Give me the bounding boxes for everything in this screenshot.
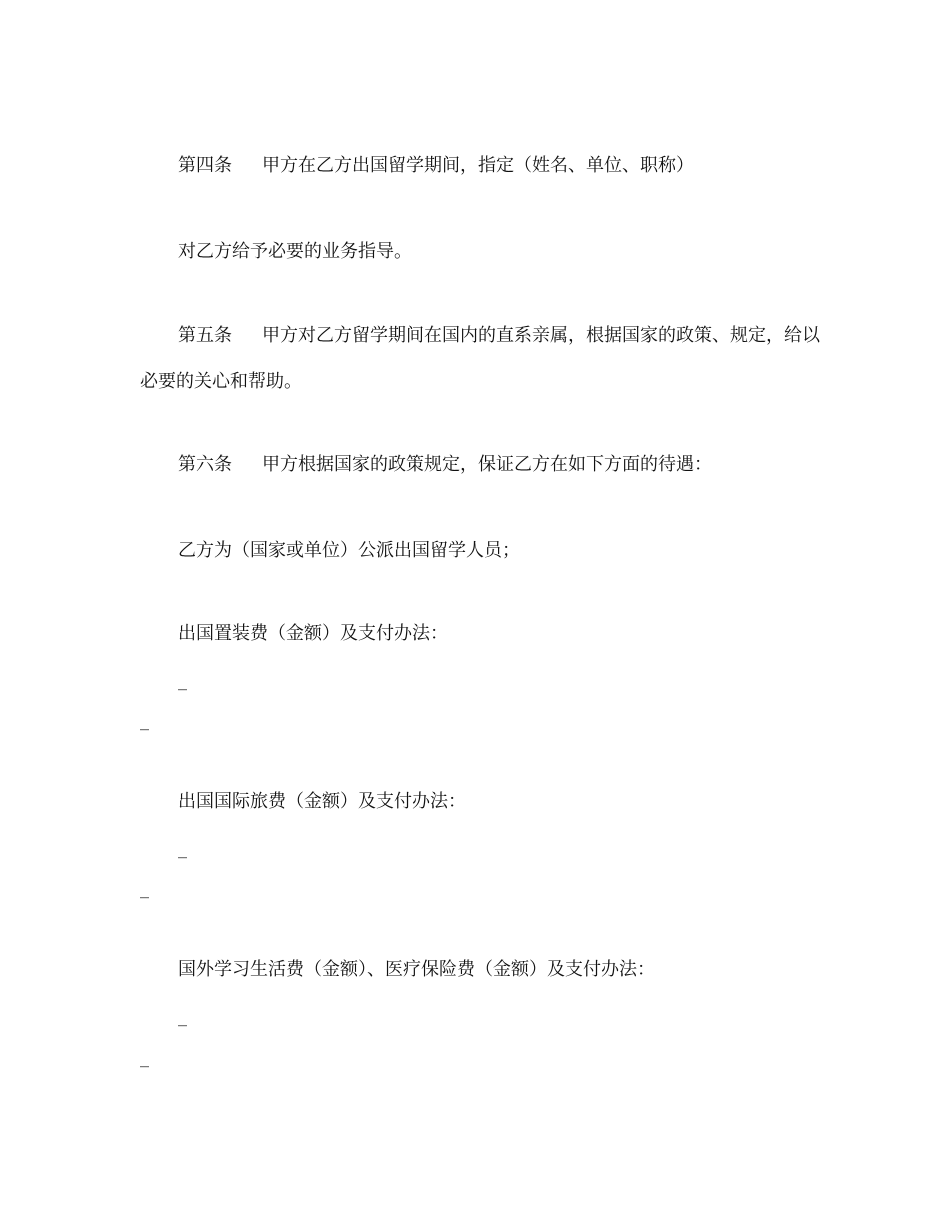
- article-6-item-3: 出国国际旅费（金额）及支付办法：: [178, 791, 466, 812]
- article-5-text: 甲方对乙方留学期间在国内的直系亲属，根据国家的政策、规定，给以: [262, 325, 820, 346]
- article-6-item-2: 出国置装费（金额）及支付办法：: [178, 623, 448, 644]
- article-5-line: [178, 324, 820, 348]
- article-4-line: [178, 154, 694, 178]
- article-6-item-4: 国外学习生活费（金额）、医疗保险费（金额）及支付办法：: [178, 959, 655, 980]
- article-5-heading: 第五条: [178, 325, 232, 346]
- article-4-text: 甲方在乙方出国留学期间，指定（姓名、单位、职称）: [262, 155, 694, 176]
- blank-field-line: _: [140, 710, 149, 731]
- blank-field-line: _: [140, 878, 149, 899]
- article-6-text: 甲方根据国家的政策规定，保证乙方在如下方面的待遇：: [262, 454, 712, 475]
- article-6-line: [178, 453, 712, 477]
- blank-field-line: _: [178, 670, 187, 691]
- article-4-continuation: 对乙方给予必要的业务指导。: [178, 241, 412, 262]
- article-5-continuation: 必要的关心和帮助。: [140, 371, 302, 392]
- blank-field-line: _: [178, 838, 187, 859]
- article-4-heading: 第四条: [178, 155, 232, 176]
- blank-field-line: _: [140, 1047, 149, 1068]
- blank-field-line: _: [178, 1006, 187, 1027]
- article-6-heading: 第六条: [178, 454, 232, 475]
- article-6-item-1: 乙方为（国家或单位）公派出国留学人员；: [178, 540, 520, 561]
